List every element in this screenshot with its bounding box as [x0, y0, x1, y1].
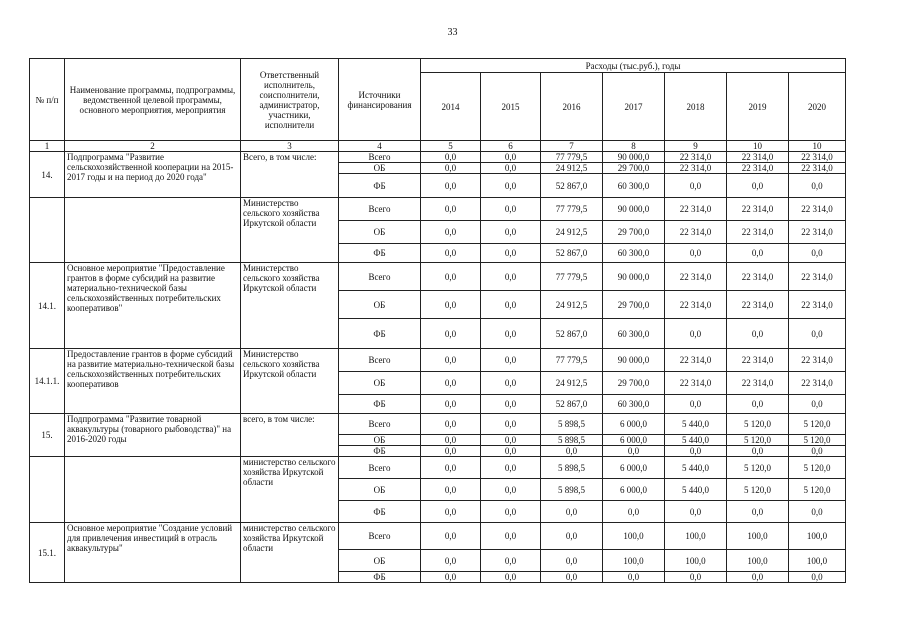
expense-value: 100,0: [603, 550, 665, 572]
expense-value: 5 440,0: [665, 414, 727, 435]
expense-value: 0,0: [481, 263, 541, 291]
expense-value: 6 000,0: [603, 479, 665, 501]
expense-value: 0,0: [727, 501, 789, 523]
expense-value: 0,0: [421, 291, 481, 319]
expense-value: 0,0: [541, 572, 603, 583]
item-name: Основное мероприятие "Предоставление грантов в форме субсидий на развитие материально-технической базы сельскохозяйственных потребительских кооперативов": [65, 263, 241, 349]
expense-value: 0,0: [665, 572, 727, 583]
funding-source: ФБ: [339, 446, 421, 457]
expense-value: 0,0: [603, 572, 665, 583]
expense-value: 5 120,0: [727, 479, 789, 501]
expense-value: 60 300,0: [603, 395, 665, 414]
expense-value: 24 912,5: [541, 372, 603, 395]
funding-source: Всего: [339, 152, 421, 163]
expense-value: 0,0: [789, 446, 846, 457]
expense-value: 77 779,5: [541, 198, 603, 221]
item-executor: министерство сельского хозяйства Иркутской области: [241, 457, 339, 523]
expense-value: 0,0: [421, 446, 481, 457]
expense-value: 0,0: [481, 501, 541, 523]
expense-value: 0,0: [665, 395, 727, 414]
expense-value: 90 000,0: [603, 263, 665, 291]
expense-value: 22 314,0: [665, 349, 727, 372]
funding-source: ФБ: [339, 319, 421, 349]
funding-source: Всего: [339, 457, 421, 479]
header-name: Наименование программы, подпрограммы, ведомственной целевой программы, основного мероприятия, мероприятия: [65, 59, 241, 141]
expense-value: 22 314,0: [789, 263, 846, 291]
expense-value: 5 120,0: [789, 414, 846, 435]
expense-value: 0,0: [481, 319, 541, 349]
expense-value: 5 440,0: [665, 435, 727, 446]
funding-source: ОБ: [339, 372, 421, 395]
expense-value: 5 898,5: [541, 457, 603, 479]
expense-value: 0,0: [421, 319, 481, 349]
expense-value: 22 314,0: [789, 221, 846, 244]
item-executor: всего, в том числе:: [241, 414, 339, 457]
expense-value: 0,0: [481, 372, 541, 395]
expense-value: 29 700,0: [603, 163, 665, 174]
expense-value: 0,0: [665, 501, 727, 523]
expense-value: 22 314,0: [727, 263, 789, 291]
expense-value: 22 314,0: [789, 349, 846, 372]
table-row: [30, 152, 846, 163]
expense-value: 0,0: [421, 163, 481, 174]
expense-value: 22 314,0: [665, 291, 727, 319]
header-year: 2019: [727, 73, 789, 141]
expense-value: 22 314,0: [727, 372, 789, 395]
expense-value: 0,0: [481, 291, 541, 319]
expense-value: 0,0: [481, 457, 541, 479]
expense-value: 100,0: [727, 523, 789, 550]
expense-value: 0,0: [541, 446, 603, 457]
column-number: 10: [727, 141, 789, 152]
expense-value: 0,0: [421, 435, 481, 446]
expense-value: 0,0: [421, 263, 481, 291]
expense-value: 6 000,0: [603, 435, 665, 446]
expense-value: 24 912,5: [541, 221, 603, 244]
expense-value: 0,0: [481, 152, 541, 163]
expense-value: 90 000,0: [603, 349, 665, 372]
expense-value: 90 000,0: [603, 152, 665, 163]
expense-value: 22 314,0: [789, 198, 846, 221]
item-number: [30, 198, 65, 263]
column-number: 1: [30, 141, 65, 152]
expense-value: 52 867,0: [541, 244, 603, 263]
expense-value: 0,0: [421, 479, 481, 501]
page-number: 33: [447, 27, 458, 38]
expense-value: 0,0: [665, 244, 727, 263]
expense-value: 0,0: [421, 457, 481, 479]
expense-value: 22 314,0: [665, 198, 727, 221]
expense-value: 22 314,0: [727, 198, 789, 221]
header-year: 2016: [541, 73, 603, 141]
item-number: 14.: [30, 152, 65, 198]
expenditure-table: [29, 58, 846, 583]
expense-value: 0,0: [481, 523, 541, 550]
column-number: 9: [665, 141, 727, 152]
column-number: 10: [789, 141, 846, 152]
item-executor: Министерство сельского хозяйства Иркутской области: [241, 198, 339, 263]
expense-value: 0,0: [481, 198, 541, 221]
expense-value: 60 300,0: [603, 319, 665, 349]
expense-value: 5 120,0: [727, 457, 789, 479]
expense-value: 0,0: [541, 523, 603, 550]
expense-value: 5 120,0: [727, 435, 789, 446]
funding-source: ОБ: [339, 291, 421, 319]
funding-source: Всего: [339, 523, 421, 550]
expense-value: 22 314,0: [727, 152, 789, 163]
funding-source: ФБ: [339, 501, 421, 523]
expense-value: 0,0: [727, 572, 789, 583]
expense-value: 77 779,5: [541, 263, 603, 291]
expense-value: 100,0: [665, 523, 727, 550]
header-year: 2017: [603, 73, 665, 141]
expense-value: 29 700,0: [603, 221, 665, 244]
table-row: [30, 198, 846, 221]
expense-value: 77 779,5: [541, 152, 603, 163]
funding-source: ФБ: [339, 395, 421, 414]
column-number: 8: [603, 141, 665, 152]
header-year: 2014: [421, 73, 481, 141]
expense-value: 22 314,0: [727, 291, 789, 319]
expense-value: 0,0: [481, 572, 541, 583]
column-number: 3: [241, 141, 339, 152]
item-name: Подпрограмма "Развитие товарной аквакультуры (товарного рыбоводства)" на 2016-2020 годы: [65, 414, 241, 457]
header-sources: Источники финансирования: [339, 59, 421, 141]
header-year: 2018: [665, 73, 727, 141]
expense-value: 22 314,0: [665, 163, 727, 174]
expense-value: 5 120,0: [727, 414, 789, 435]
expense-value: 22 314,0: [789, 372, 846, 395]
expense-value: 0,0: [665, 446, 727, 457]
expense-value: 0,0: [421, 395, 481, 414]
expense-value: 60 300,0: [603, 174, 665, 198]
expense-value: 5 120,0: [789, 479, 846, 501]
expense-value: 0,0: [727, 319, 789, 349]
item-name: [65, 198, 241, 263]
expense-value: 0,0: [421, 349, 481, 372]
expense-value: 0,0: [665, 319, 727, 349]
column-number: 6: [481, 141, 541, 152]
expense-value: 22 314,0: [665, 152, 727, 163]
expense-value: 22 314,0: [665, 221, 727, 244]
table-row: [30, 349, 846, 372]
expense-value: 5 120,0: [789, 457, 846, 479]
column-number: 4: [339, 141, 421, 152]
expense-value: 0,0: [481, 414, 541, 435]
expense-value: 0,0: [789, 572, 846, 583]
expense-value: 0,0: [789, 501, 846, 523]
expense-value: 52 867,0: [541, 319, 603, 349]
funding-source: ОБ: [339, 479, 421, 501]
expense-value: 22 314,0: [727, 221, 789, 244]
expense-value: 5 898,5: [541, 414, 603, 435]
column-number: 5: [421, 141, 481, 152]
item-executor: Всего, в том числе:: [241, 152, 339, 198]
header-year: 2020: [789, 73, 846, 141]
expense-value: 0,0: [481, 244, 541, 263]
expense-value: 0,0: [789, 174, 846, 198]
expense-value: 0,0: [541, 501, 603, 523]
expense-value: 22 314,0: [789, 163, 846, 174]
funding-source: ФБ: [339, 572, 421, 583]
item-executor: министерство сельского хозяйства Иркутской области: [241, 523, 339, 583]
table-row: [30, 457, 846, 479]
column-number: 7: [541, 141, 603, 152]
funding-source: ОБ: [339, 163, 421, 174]
expense-value: 5 440,0: [665, 457, 727, 479]
expense-value: 5 898,5: [541, 435, 603, 446]
item-name: Основное мероприятие "Создание условий для привлечения инвестиций в отрасль аквакультуры": [65, 523, 241, 583]
expense-value: 0,0: [603, 446, 665, 457]
expense-value: 0,0: [789, 395, 846, 414]
expense-value: 0,0: [421, 174, 481, 198]
expense-value: 100,0: [789, 523, 846, 550]
funding-source: ОБ: [339, 221, 421, 244]
expense-value: 0,0: [727, 395, 789, 414]
funding-source: Всего: [339, 349, 421, 372]
item-number: 14.1.: [30, 263, 65, 349]
expense-value: 22 314,0: [665, 372, 727, 395]
expense-value: 0,0: [421, 550, 481, 572]
expense-value: 0,0: [481, 174, 541, 198]
expense-value: 0,0: [481, 395, 541, 414]
expense-value: 0,0: [481, 479, 541, 501]
expense-value: 24 912,5: [541, 163, 603, 174]
item-name: Предоставление грантов в форме субсидий на развитие материально-технической базы сельскохозяйственных потребительских кооперативов: [65, 349, 241, 414]
item-name: Подпрограмма "Развитие сельскохозяйственной кооперации на 2015-2017 годы и на период до 2020 года": [65, 152, 241, 198]
funding-source: Всего: [339, 414, 421, 435]
expense-value: 0,0: [727, 174, 789, 198]
header-num: № п/п: [30, 59, 65, 141]
expense-value: 100,0: [727, 550, 789, 572]
expense-value: 22 314,0: [789, 291, 846, 319]
expense-value: 6 000,0: [603, 414, 665, 435]
expense-value: 100,0: [665, 550, 727, 572]
expense-value: 0,0: [481, 435, 541, 446]
expense-value: 22 314,0: [789, 152, 846, 163]
expense-value: 0,0: [481, 163, 541, 174]
expense-value: 90 000,0: [603, 198, 665, 221]
expense-value: 0,0: [421, 221, 481, 244]
expense-value: 0,0: [421, 414, 481, 435]
funding-source: Всего: [339, 198, 421, 221]
item-number: 14.1.1.: [30, 349, 65, 414]
item-name: [65, 457, 241, 523]
expense-value: 0,0: [481, 221, 541, 244]
expense-value: 0,0: [421, 501, 481, 523]
column-number: 2: [65, 141, 241, 152]
expense-value: 0,0: [665, 174, 727, 198]
expense-value: 22 314,0: [727, 163, 789, 174]
expense-value: 100,0: [603, 523, 665, 550]
expense-value: 5 120,0: [789, 435, 846, 446]
expense-value: 0,0: [481, 446, 541, 457]
expense-value: 0,0: [481, 550, 541, 572]
expense-value: 0,0: [481, 349, 541, 372]
expense-value: 0,0: [421, 198, 481, 221]
item-number: [30, 457, 65, 523]
funding-source: Всего: [339, 263, 421, 291]
funding-source: ФБ: [339, 244, 421, 263]
expense-value: 0,0: [727, 244, 789, 263]
expense-value: 0,0: [727, 446, 789, 457]
item-executor: Министерство сельского хозяйства Иркутской области: [241, 263, 339, 349]
expense-value: 0,0: [421, 152, 481, 163]
expense-value: 22 314,0: [665, 263, 727, 291]
item-executor: Министерство сельского хозяйства Иркутской области: [241, 349, 339, 414]
expense-value: 0,0: [541, 550, 603, 572]
expense-value: 5 898,5: [541, 479, 603, 501]
expense-value: 0,0: [421, 523, 481, 550]
funding-source: ОБ: [339, 435, 421, 446]
table-header: [30, 59, 846, 152]
expense-value: 29 700,0: [603, 291, 665, 319]
funding-source: ФБ: [339, 174, 421, 198]
item-number: 15.: [30, 414, 65, 457]
expense-value: 0,0: [603, 501, 665, 523]
expense-value: 5 440,0: [665, 479, 727, 501]
table-row: [30, 263, 846, 291]
expense-value: 60 300,0: [603, 244, 665, 263]
expense-value: 0,0: [421, 372, 481, 395]
table-row: [30, 523, 846, 550]
expense-value: 22 314,0: [727, 349, 789, 372]
expense-value: 52 867,0: [541, 174, 603, 198]
funding-source: ОБ: [339, 550, 421, 572]
expense-value: 52 867,0: [541, 395, 603, 414]
expense-value: 0,0: [421, 572, 481, 583]
expense-value: 0,0: [789, 319, 846, 349]
expense-value: 0,0: [789, 244, 846, 263]
header-executor: Ответственный исполнитель, соисполнители, администратор, участники, исполнители: [241, 59, 339, 141]
header-year: 2015: [481, 73, 541, 141]
expense-value: 24 912,5: [541, 291, 603, 319]
table-row: [30, 414, 846, 435]
expense-value: 0,0: [421, 244, 481, 263]
expense-value: 6 000,0: [603, 457, 665, 479]
expense-value: 100,0: [789, 550, 846, 572]
expense-value: 77 779,5: [541, 349, 603, 372]
item-number: 15.1.: [30, 523, 65, 583]
expense-value: 29 700,0: [603, 372, 665, 395]
header-expenses: Расходы (тыс.руб.), годы: [421, 59, 846, 73]
